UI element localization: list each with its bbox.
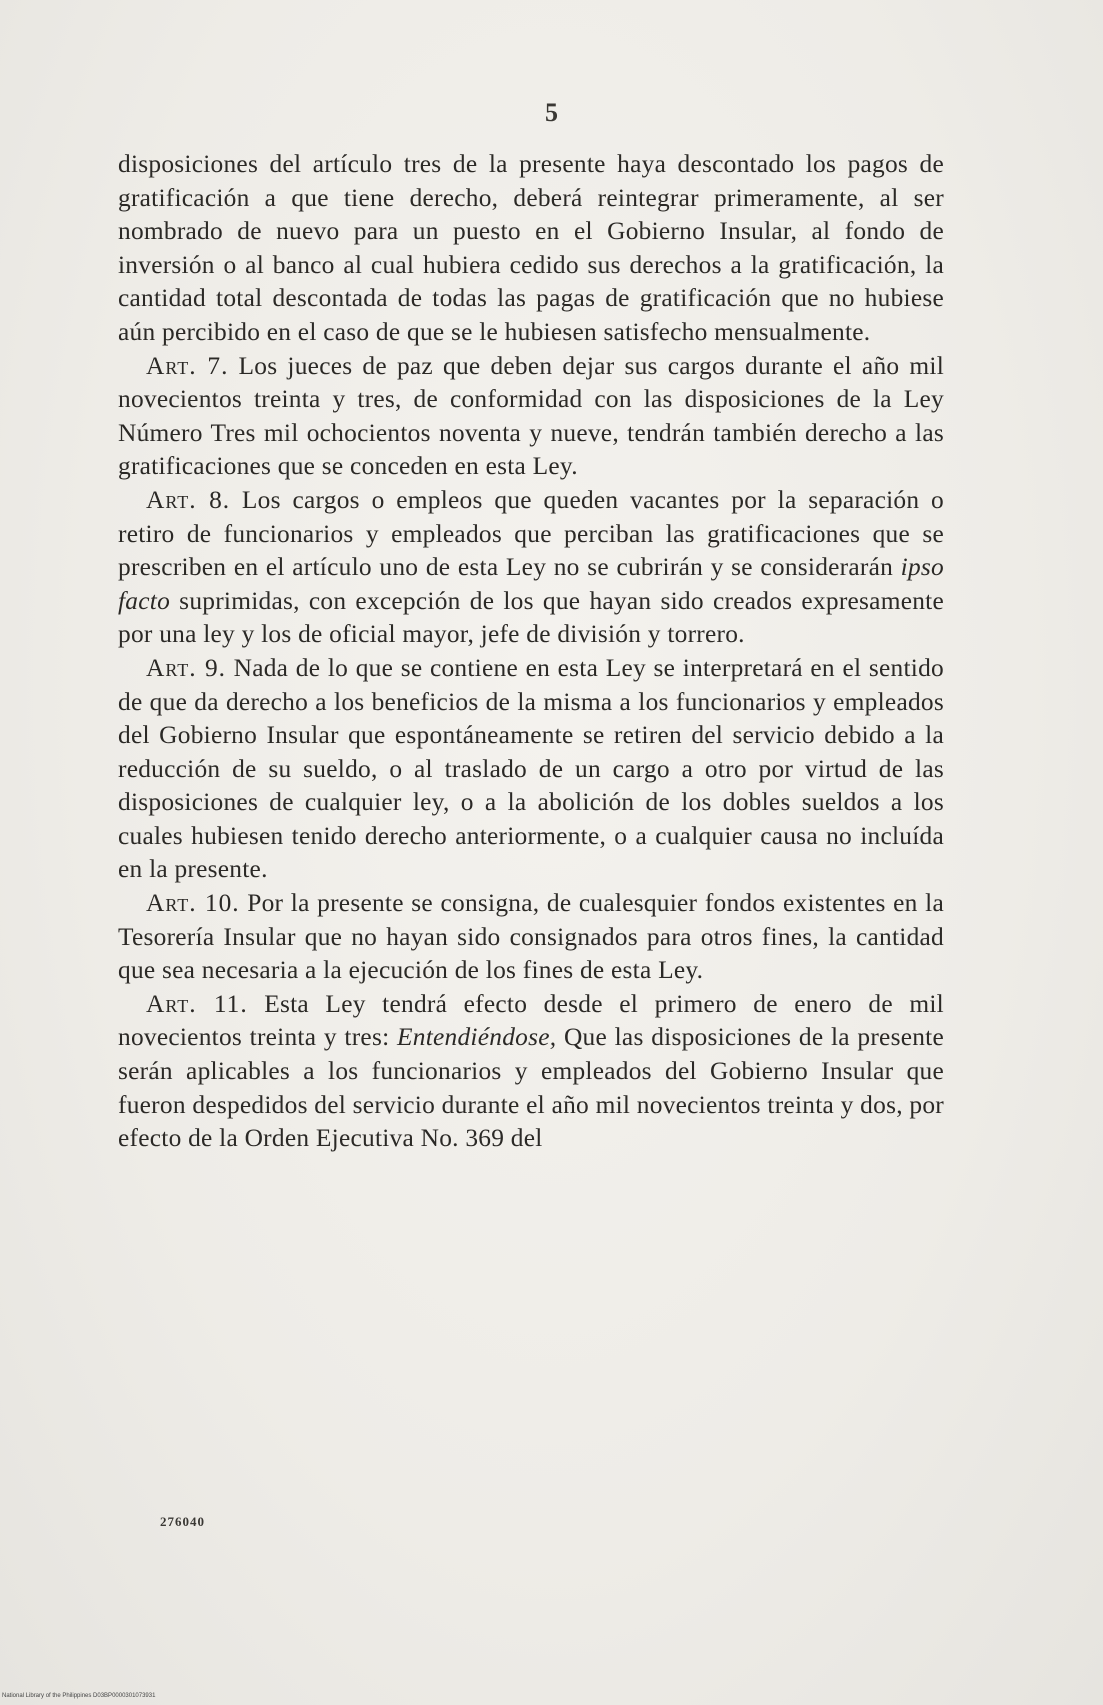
article-label: Art. 7. <box>146 351 229 380</box>
article-italic-text: ipso facto <box>118 553 944 615</box>
article-italic-text: Entendiéndose, <box>397 1023 557 1052</box>
article-text: Por la presente se consigna, de cualesquier fondos existentes en la Tesorería Insular que no hayan sido consignados para otros fines, la cantidad que sea necesaria a la ejecución de los fines de esta Ley. <box>118 889 944 985</box>
page-number: 5 <box>545 98 558 127</box>
article-9 <box>118 652 944 887</box>
article-11 <box>118 988 944 1156</box>
article-label: Art. 9. <box>146 653 226 682</box>
article-label: Art. 8. <box>146 485 231 514</box>
article-text: Que las disposiciones de la presente serán aplicables a los funcionarios y empleados del Gobierno Insular que fueron despedidos del servicio durante el año mil novecientos treinta y dos, por efecto de la Orden Ejecutiva No. 369 del <box>118 1023 944 1153</box>
article-label: Art. 11. <box>146 989 248 1018</box>
archive-footer: National Library of the Philippines D03BP0000301073931 <box>2 1693 156 1699</box>
body-text <box>118 148 944 1156</box>
article-text: Nada de lo que se contiene en esta Ley se interpretará en el sentido de que da derecho a los beneficios de la misma a los funcionarios y empleados del Gobierno Insular que espontáneamente se retiren del servicio debido a la reducción de su sueldo, o al traslado de un cargo a otro por virtud de las disposiciones de cualquier ley, o a la abolición de los dobles sueldos a los cuales hubiesen tenido derecho anteriormente, o a cualquier causa no incluída en la presente. <box>118 653 944 884</box>
article-8 <box>118 484 944 652</box>
article-7 <box>118 350 944 484</box>
printer-signature-mark: 276040 <box>160 1514 205 1529</box>
paragraph-continuation <box>118 148 944 350</box>
article-text: Los jueces de paz que deben dejar sus cargos durante el año mil novecientos treinta y tres, de conformidad con las disposiciones de la Ley Número Tres mil ochocientos noventa y nueve, tendrán también derecho a las gratificaciones que se conceden en esta Ley. <box>118 351 945 481</box>
article-10 <box>118 887 944 988</box>
article-label: Art. 10. <box>146 889 240 918</box>
paragraph-text: disposiciones del artículo tres de la presente haya descontado los pagos de gratificación a que tiene derecho, deberá reintegrar primeramente, al ser nombrado de nuevo para un puesto en el Gobierno Insular, al fondo de inversión o al banco al cual hubiera cedido sus derechos a la gratificación, la cantidad total descontada de todas las pagas de gratificación que no hubiese aún percibido en el caso de que se le hubiesen satisfecho mensualmente. <box>118 150 944 346</box>
article-text: Esta Ley tendrá efecto desde el primero de enero de mil novecientos treinta y tres: <box>118 989 944 1052</box>
article-text: Los cargos o empleos que queden vacantes por la separación o retiro de funcionarios y empleados que perciban las gratificaciones que se prescriben en el artículo uno de esta Ley no se cubrirán y se considerarán <box>118 485 944 582</box>
article-text: suprimidas, con excepción de los que hayan sido creados expresamente por una ley y los de oficial mayor, jefe de división y torrero. <box>118 586 944 649</box>
